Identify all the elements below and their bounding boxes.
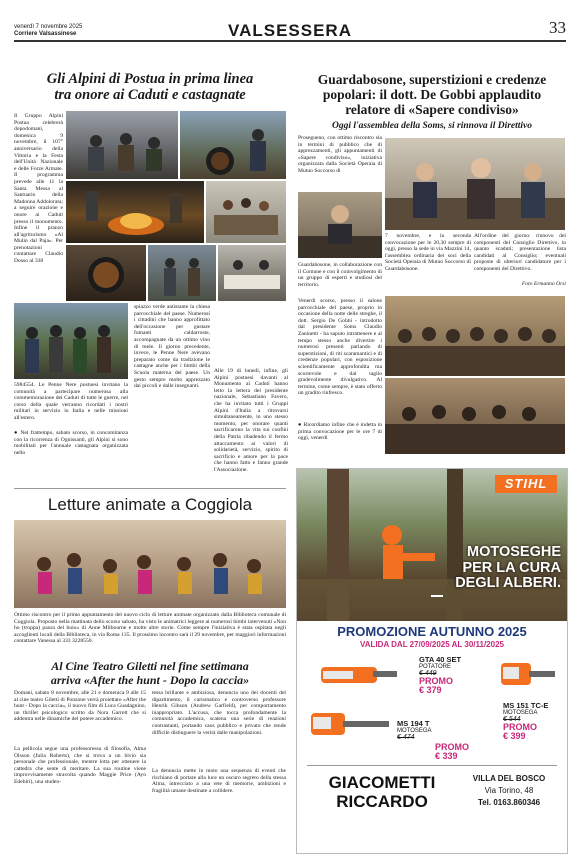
soms-photo-group [385,138,565,230]
cinema-col1b: La pellicola segue una professoressa di filosofia, Alma Olsson (Julia Roberts), che si trova a un bivio sia personale che professionale, mentre lotta per ottenere la cattedra che sente di meritare. La sua routine viene improvvisamente stravolta quando Maggie Price (Ayo Edebiri), una studen- [14,746,146,785]
product-ms194-old-price: € 474 [397,734,415,741]
product-ms151-type: MOTOSEGA [503,710,538,716]
alpini-photo-7 [218,245,286,301]
soms-col1: Prosegueno, con ottimo riscontro sia in termini di pubblico che di apprezzamenti, gli appuntamenti di «Sapere condiviso», iniziativa organizzata dalla Società Operaia di Mutuo Soccorso di [298,135,382,174]
dealer-name-line2: RICCARDO [336,792,428,811]
product-ms194-model: MS 194 T [397,719,430,728]
dealer-town: VILLA DEL BOSCO [472,774,546,783]
article-divider [14,488,286,489]
alpini-photo-4 [206,181,286,243]
people-image [66,111,178,179]
product-gta40-model: GTA 40 SET [419,655,462,664]
header-date: venerdì 7 novembre 2025 [14,24,83,30]
soms-subtitle: Oggi l'assemblea della Soms, si rinnova il Direttivo [331,121,533,131]
roasting-image [180,111,286,179]
cinema-title-line2: arriva «After the hunt - Dopo la caccia» [50,672,250,687]
cinema-col2b: La denuncia mette in moto una sequenza di eventi che rischiano di portare alla luce un oscuro segreto della stessa Alma, intrecciato a una rete di memorie, ambizioni e fragilità umane destinate a collidere. [152,768,286,794]
cinema-title [14,660,286,687]
soms-title-line1: Guardabosone, superstizioni e credenze [317,72,547,87]
product-gta40-promo: PROMO [419,676,454,686]
chainsaw-icon [307,705,391,741]
section-title: VALSESSERA [228,21,352,40]
product-ms151-model: MS 151 TC-E [503,701,549,710]
ad-slogan-line2: PER LA CURA [462,559,561,576]
fire-image [66,181,204,243]
alpini-title-line2: tra onore ai Caduti e castagnate [54,87,246,103]
letture-body: Ottimo riscontro per il primo appuntamento del nuovo ciclo di letture animate organizzato dalla Biblioteca comunale di Coggiola. Proposto nella mattinata dello scorso sabato, ha visto le animatrici leggere ai numerosi bimbi intervenuti «Non ho (troppa) paura del buio» di Anne Milbourne e molte altre storie. Come sempre l'iniziativa è stata ospitata negli accoglienti locali della Biblioteca, in via Roma 135. Il prossimo incontro sarà il 29 novembre, per maggiori informazioni contattare Vanessa al 333 3228550. [14,612,286,645]
alpini-photo-6 [148,245,216,301]
people-image [385,138,565,230]
product-gta40-price: € 379 [419,685,442,695]
alpini-title [14,71,286,103]
alpini-photo-2 [180,111,286,179]
header-paper: Corriere Valsassinese [14,31,77,37]
cinema-title-line1: Al Cine Teatro Giletti nel fine settimana [51,659,249,673]
product-ms151-old-price: € 544 [503,716,521,723]
soms-photo-audience-2 [385,378,565,454]
cinema-col1: Domani, sabato 8 novembre, alle 21 e domenica 9 alle 15 al cine teatro Giletti di Ponzone verrà proiettato «After the hunt - Dopo la caccia», il nuovo film di Luca Guadagnino, un thriller psicologico scritto da Nora Garrett che si addentra nelle dinamiche del potere accademico. [14,690,146,723]
alpini-col1: Il Gruppo Alpini Postua celebrerà dopodomani, domenica 9 novembre, il 107° anniversario della Vittoria e la Festa dell'Unità Nazionale e delle Forze Armate. Il programma prevede alle 11 la Santa Messa al Santuario della Madonna Addolorata; a seguire orazione e onore ai Caduti presso il monumento. Infine il pranzo all'agriturismo «Al Mulin dal Paja». Per prenotazioni contattare Claudio Dosso al 338 [14,113,63,265]
product-gta40-type: POTATORE [419,664,452,670]
letture-photo [14,520,286,608]
product-ms194-image [307,705,391,741]
children-reading-image [14,520,286,608]
children-image [206,181,286,243]
chestnut-pan-image [66,245,146,301]
soms-title-line2: popolari: il dott. De Gobbi applaudito [322,87,542,102]
dealer-address: Via Torino, 48 [484,786,534,795]
dealer-phone[interactable]: Tel. 0163.860346 [477,798,541,807]
soms-col2: Venerdì scorso, presso il salone parrocchiale del paese, proprio in occasione della notte delle streghe, il dott. Sergio De Gobbi - introdotto dal presidente Soms Claudio Zaninetti - ha saputo intrattenere e al tempo stesso anche divertire i numerosi presenti parlando di superstizioni, di riti scaramantici e di credenze popolari, con esposizione scientificamente approfondita ma scorrevole e dal taglio gradevolmente divulgativo. Al termine, come sempre, è stato offerto un gradito rinfresco. [298,298,382,397]
product-gta40-image [311,653,401,691]
alpini-photo-5 [66,245,146,301]
alpini-title-line1: Gli Alpini di Postua in prima linea [46,71,254,87]
dealer-name [307,773,457,811]
table-image [218,245,286,301]
audience-image [385,378,565,454]
product-ms151-image [497,655,557,693]
cinema-col2: tessa brillante e ambiziosa, denuncia uno dei docenti del dipartimento, il carismatico e controverso professore Henrik Gibson (Andrew Garfield), per comportamento inappropriato. L'accusa, che tocca profondamente la comunità accademica, scatena una serie di reazioni contrastanti, portando caos pubblico e privato che rende difficile distinguere la verità dalle manipolazioni. [152,690,286,736]
soms-photo-speaker [298,192,382,258]
soms-col3: 7 novembre, e in seconda convocazione per le 20,30 sempre di oggi, presso la sede in via Mazzini 14, l'assemblea ordinaria dei soci della Società Operaia di Mutuo Soccorso di Guardabosone. [385,233,471,272]
product-ms194-promo-box [435,743,485,761]
soms-col1b: Guardabosone, in collaborazione con il Comune e con il coinvolgimento di un gruppo di esperti e studiosi del territorio. [298,262,382,288]
alpini-col3: Alle 19 di lunedì, infine, gli Alpini postuesi davanti al Monumento ai Caduti hanno letto la lettera del presidente nazionale, Sebastiano Favero, che ha invitato tutti i Gruppi Alpini d'Italia a ritrovarsi simultaneamente, in uno stesso momento, per onorare quanti sacrificarono la vita sui confini della Patria ribadendo il fermo attaccamento ai valori di solidarietà, servizio, spirito di sacrificio e amore per la pace che hanno fatto e fanno grande l'Associazione. [214,368,288,473]
group-image [14,303,128,379]
chainsaw-icon [497,655,557,693]
audience-image [385,296,565,376]
speaker-image [298,192,382,258]
stihl-ad[interactable] [296,468,568,854]
product-ms194-promo: PROMO [435,742,470,752]
alpini-group-photo [14,303,128,379]
product-ms151 [503,701,565,741]
pruner-icon [311,653,401,691]
ad-slogan-line3: DEGLI ALBERI. [455,575,561,591]
soms-col3b: All'ordine del giorno: rinnovo dei componenti del Consiglio Direttivo, in quanto scaduti; presentazione lista candidati al Consiglio; eventuali proposte di ulteriori candidature per i componenti del Direttivo. [474,233,566,272]
dealer-name-line1: GIACOMETTI [328,773,436,792]
product-gta40 [419,655,489,695]
people-image [148,245,216,301]
ad-slogan-dash [431,595,443,597]
soms-title [294,72,570,117]
header-rule [14,40,566,42]
page-number: 33 [549,18,566,37]
ad-slogan [417,545,561,592]
stihl-logo-text: STIHL [504,476,548,491]
product-ms151-price: € 399 [503,731,526,741]
stihl-logo [495,475,557,493]
ad-slogan-line1: MOTOSEGHE [467,544,561,560]
product-ms194 [397,719,477,741]
dealer-rule [307,765,557,766]
product-ms194-price: € 339 [435,751,458,761]
promo-validity: VALIDA DAL 27/09/2025 AL 30/11/2025 [360,640,504,649]
letture-title: Letture animate a Coggiola [47,495,253,514]
promo-title: PROMOZIONE AUTUNNO 2025 [337,624,527,639]
product-gta40-old-price: € 449 [419,670,437,677]
soms-photo-audience-1 [385,296,565,376]
alpini-col2: spiazzo verde antistante la chiesa parrocchiale del paese. Numerosi i cittadini che hanno approfittato dell'occasione per gustare fumanti caldarroste, accompagnate da un ottimo vino di mele. Il giorno precedente, invece, le Penne Nere avevano preparato come da tradizione le castagne anche per i bimbi della Scuola materna del paese. Un gesto sempre molto apprezzato dai piccoli e dalle insegnanti. [134,304,210,390]
alpini-col1b: 5984554. Le Penne Nere postuesi invitano la comunità a partecipare numerosa alla commemorazione dei Caduti di tutte le guerre, nel corso della quale verranno ricordati i nostri militari in servizio in Italia e nelle missioni all'estero. [14,382,128,421]
soms-col2b: ● Ricordiamo infine che è indetta in prima convocazione per le ore 7 di oggi, venerdì [298,422,382,442]
soms-photo-credit: Foto Ermanno Orsi [521,281,566,287]
soms-title-line3: relatore di «Sapere condiviso» [345,102,519,117]
alpini-photo-1 [66,111,178,179]
dealer-contact [459,773,559,809]
alpini-photo-3 [66,181,204,243]
product-ms194-type: MOTOSEGA [397,728,432,734]
alpini-col1c: ● Nel frattempo, sabato scorso, in concomitanza con la ricorrenza di Ognissanti, gli Alpini si sono mobilitati per l'annuale castagnata organizzata nello [14,430,128,456]
product-ms151-promo: PROMO [503,722,538,732]
